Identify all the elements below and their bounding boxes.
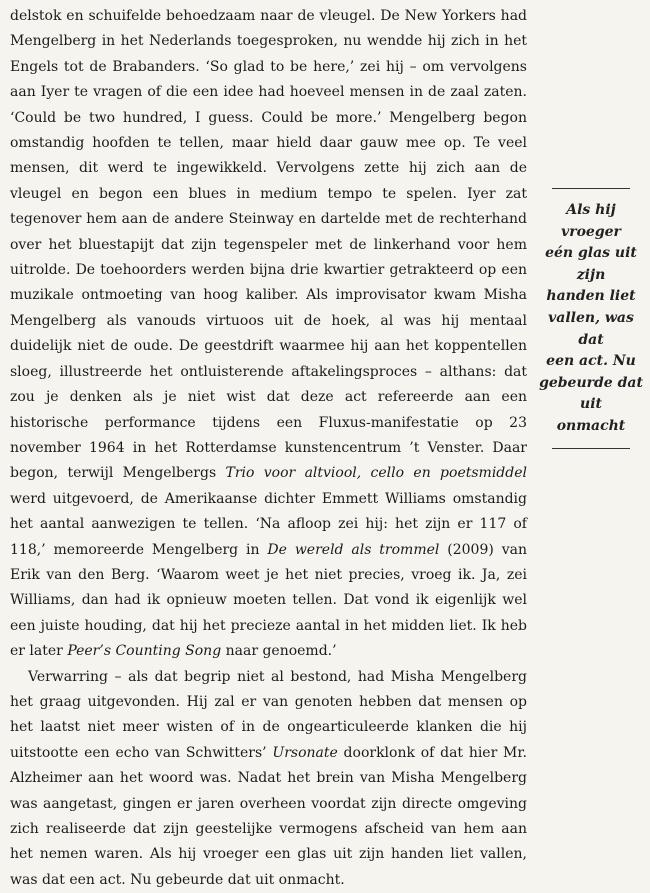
pull-quote-line: handen liet	[546, 288, 636, 305]
p2-italic-ursonate: Ursonate	[272, 744, 338, 761]
pull-quote-line: een act. Nu	[546, 353, 636, 370]
pull-quote-line: gebeurde dat uit	[539, 374, 643, 413]
paragraph-1	[10, 4, 527, 665]
pull-quote-line: Als hij vroeger	[561, 202, 621, 240]
p1-part-1: delstok en schuifelde behoedzaam naar de vleugel. De New Yorkers had Mengelberg in het Nederlands toegesproken, nu wendde hij zich in het Engels tot de Brabanders. ‘So glad to be here,’ zei hij – om vervolgens aan Iyer te vragen of die een idee had hoeveel mensen in de zaal zaten. ‘Could be two hundred, I guess. Could be more.’ Mengelberg begon omstandig hoofden te tellen, maar hield daar gauw mee op. Te veel mensen, dit werd te ingewikkeld. Vervolgens zette hij zich aan de vleugel en begon een blues in medium tempo te spelen. Iyer zat tegenover hem aan de andere Steinway en dartelde met de rechterhand over het bluestapijt dat zijn tegenspeler met de linkerhand voor hem uitrolde. De toehoorders werden bijna drie kwartier getrakteerd op een muzikale ontmoeting van hoog kaliber. Als improvisator kwam Misha Mengelberg als vanouds virtuoos uit de hoek, al was hij mentaal duidelijk niet de oude. De geestdrift waarmee hij aan het koppentellen sloeg, illustreerde het ontluisterende aftakelingsproces – althans: dat zou je denken als je niet wist dat deze act refereerde aan een historische performance tijdens een Fluxus-manifestatie op 23 november 1964 in het Rotterdamse kunstencentrum ’t Venster. Daar begon, terwijl Mengelbergs	[10, 8, 527, 482]
p2-part-3: doorklonk of dat hier Mr. Alzheimer aan het woord was. Nadat het brein van Misha Mengelberg was aangetast, gingen er jaren overheen voordat zijn directe omgeving zich realiseerde dat zijn geestelijke vermogens afscheid van hem aan het nemen waren. Als hij vroeger een glas uit zijn handen liet vallen, was dat een act. Nu gebeurde dat uit onmacht.	[10, 744, 527, 888]
pull-quote-bottom-rule	[552, 448, 630, 449]
main-text-column	[10, 4, 527, 893]
pull-quote-top-rule	[552, 188, 630, 189]
p1-part-7: naar genoemd.’	[221, 643, 337, 660]
p1-part-5: (2009) van Erik van den Berg. ‘Waarom weet je het niet precies, vroeg ik. Ja, zei Williams, dan had ik opnieuw moeten tellen. Dat vond ik eigenlijk wel een juiste houding, dat hij het precieze aantal in het midden liet. Ik heb er later	[10, 541, 527, 660]
p1-italic-peers: Peer’s Counting Song	[67, 643, 222, 660]
p1-italic-wereld: De wereld als trommel	[267, 541, 440, 558]
p1-part-3: werd uitgevoerd, de Amerikaanse dichter Emmett Williams omstandig het aantal aanwezigen te tellen. ‘Na afloop zei hij: het zijn er 117 of 118,’ memoreerde Mengelberg in	[10, 490, 527, 558]
p1-italic-trio: Trio voor altviool, cello en poetsmiddel	[225, 465, 527, 482]
pull-quote	[537, 188, 645, 449]
p2-part-1: Verwarring – als dat begrip niet al bestond, had Misha Mengelberg het graag uitgevonden. Hij zal er van genoten hebben dat mensen op het laatst niet meer wisten of in de ongearticuleerde klanken die hij uitstootte een echo van Schwitters’	[10, 668, 527, 761]
pull-quote-line: vallen, was dat	[548, 309, 634, 348]
pull-quote-line: onmacht	[556, 417, 626, 434]
pull-quote-line: eén glas uit zijn	[545, 245, 637, 283]
paragraph-2	[10, 665, 527, 893]
pull-quote-text	[537, 200, 645, 438]
